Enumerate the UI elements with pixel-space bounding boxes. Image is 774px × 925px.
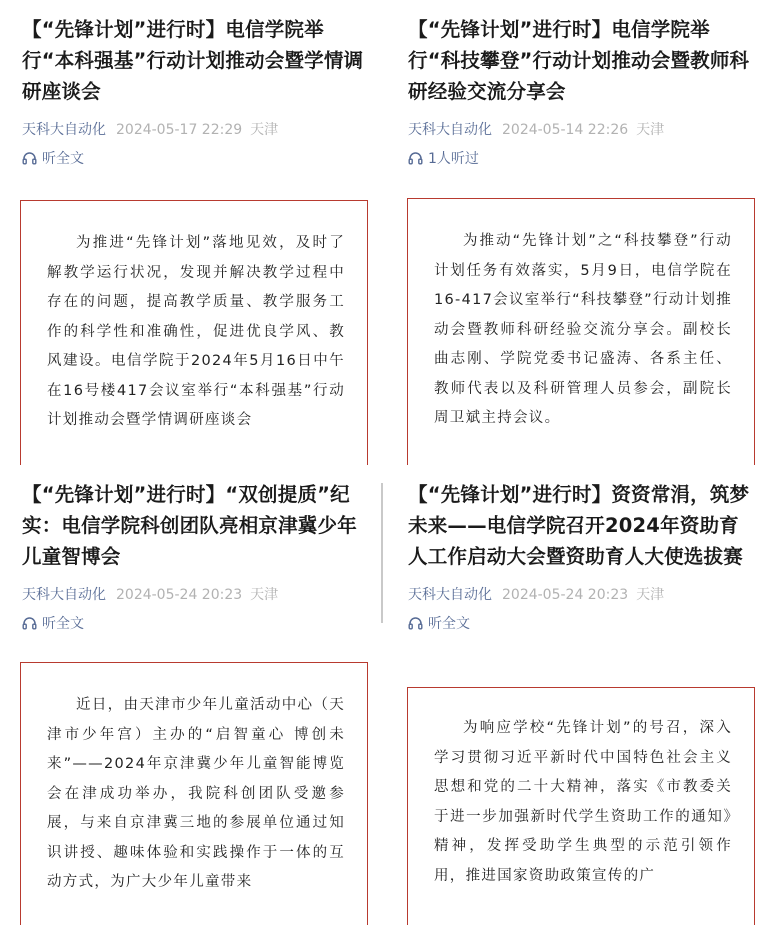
listen-label: 听全文 xyxy=(428,616,470,632)
article-body: 为推动“先锋计划”之“科技攀登”行动计划任务有效落实，5月9日，电信学院在16-417会议室举行“科技攀登”行动计划推动会暨教师科研经验交流分享会。副校长曲志刚、学院党委书记盛涛、各系主任、教师代表以及科研管理人员参会，副院长周卫斌主持会议。 xyxy=(434,233,732,426)
publish-time: 2024-05-17 22:29 xyxy=(116,122,243,138)
publish-time: 2024-05-24 20:23 xyxy=(502,587,629,603)
headphones-icon xyxy=(22,151,37,165)
article-card[interactable] xyxy=(390,465,774,925)
article-card[interactable] xyxy=(390,0,774,465)
article-meta xyxy=(22,584,367,604)
listen-button[interactable] xyxy=(22,148,367,168)
listen-button[interactable] xyxy=(408,148,758,168)
publish-time: 2024-05-24 20:23 xyxy=(116,587,243,603)
article-title[interactable]: 【“先锋计划”进行时】电信学院举行“科技攀登”行动计划推动会暨教师科研经验交流分享会 xyxy=(408,18,750,103)
article-body-frame xyxy=(20,200,368,465)
article-body-frame xyxy=(407,198,755,465)
publish-location: 天津 xyxy=(250,587,279,603)
headphones-icon xyxy=(408,616,423,630)
listen-button[interactable] xyxy=(408,613,758,633)
account-name[interactable]: 天科大自动化 xyxy=(22,122,106,138)
article-body: 为响应学校“先锋计划”的号召，深入学习贯彻习近平新时代中国特色社会主义思想和党的二十大精神，落实《市教委关于进一步加强新时代学生资助工作的通知》精神，发挥受助学生典型的示范引领作用，推进国家资助政策宣传的广 xyxy=(434,720,732,884)
article-body-frame xyxy=(407,687,755,925)
article-meta xyxy=(408,584,758,604)
article-card[interactable] xyxy=(0,0,381,465)
headphones-icon xyxy=(22,616,37,630)
article-title[interactable]: 【“先锋计划”进行时】“双创提质”纪实：电信学院科创团队亮相京津冀少年儿童智博会 xyxy=(22,483,357,568)
column-divider xyxy=(381,483,383,623)
listen-label: 1人听过 xyxy=(428,151,479,167)
article-meta xyxy=(408,119,758,139)
article-meta xyxy=(22,119,367,139)
article-body: 近日，由天津市少年儿童活动中心（天津市少年宫）主办的“启智童心 博创未来”——2024年京津冀少年儿童智能博览会在津成功举办，我院科创团队受邀参展，与来自京津冀三地的参展单位通过知识讲授、趣味体验和实践操作于一体的互动方式，为广大少年儿童带来 xyxy=(47,697,345,890)
publish-location: 天津 xyxy=(636,122,665,138)
article-body: 为推进“先锋计划”落地见效，及时了解教学运行状况，发现并解决教学过程中存在的问题，提高教学质量、教学服务工作的科学性和准确性，促进优良学风、教风建设。电信学院于2024年5月16日中午在16号楼417会议室举行“本科强基”行动计划推动会暨学情调研座谈会 xyxy=(47,235,345,428)
headphones-icon xyxy=(408,151,423,165)
article-title[interactable]: 【“先锋计划”进行时】电信学院举行“本科强基”行动计划推动会暨学情调研座谈会 xyxy=(22,18,364,103)
listen-label: 听全文 xyxy=(42,151,84,167)
listen-button[interactable] xyxy=(22,613,367,633)
account-name[interactable]: 天科大自动化 xyxy=(408,122,492,138)
account-name[interactable]: 天科大自动化 xyxy=(22,587,106,603)
publish-time: 2024-05-14 22:26 xyxy=(502,122,629,138)
article-body-frame xyxy=(20,662,368,925)
publish-location: 天津 xyxy=(636,587,665,603)
article-card[interactable] xyxy=(0,465,381,925)
publish-location: 天津 xyxy=(250,122,279,138)
account-name[interactable]: 天科大自动化 xyxy=(408,587,492,603)
article-title[interactable]: 【“先锋计划”进行时】资资常涓，筑梦未来——电信学院召开2024年资助育人工作启动大会暨资助育人大使选拔赛 xyxy=(408,483,750,568)
listen-label: 听全文 xyxy=(42,616,84,632)
